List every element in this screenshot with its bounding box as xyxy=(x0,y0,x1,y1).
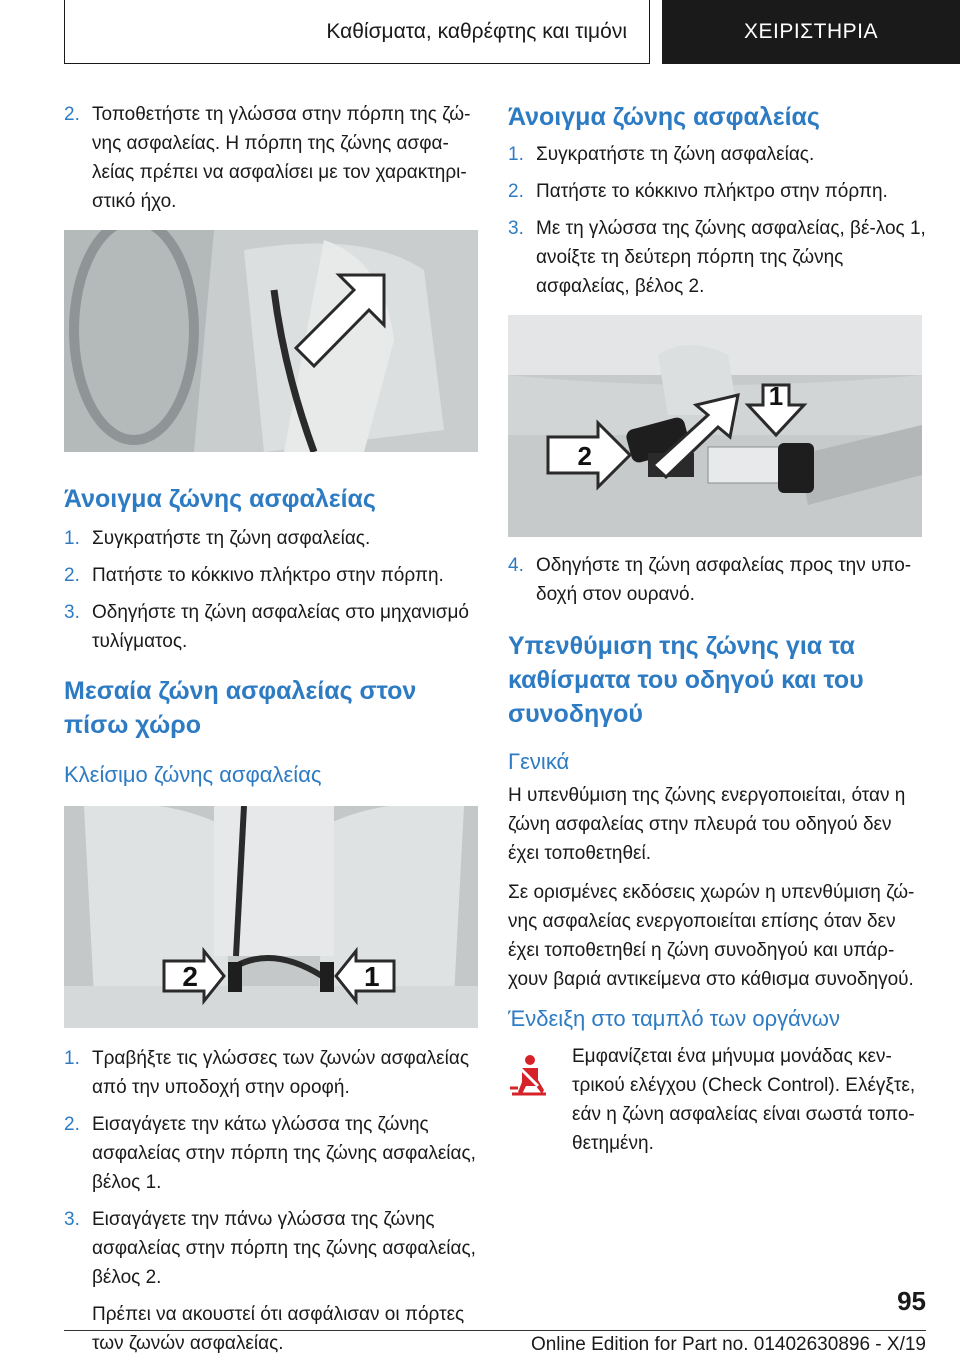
step-number: 3. xyxy=(508,218,524,239)
rear-seat-belt-photo xyxy=(64,806,478,1028)
step-number: 2. xyxy=(64,565,80,586)
step-number: 1. xyxy=(508,144,524,165)
step-text: Πατήστε το κόκκινο πλήκτρο στην πόρπη. xyxy=(536,181,888,202)
footer-edition: Online Edition for Part no. 01402630896 - X/19 xyxy=(530,1334,926,1355)
footer-divider xyxy=(64,1330,926,1331)
open-belt-heading-rear: Άνοιγμα ζώνης ασφαλείας xyxy=(508,103,820,131)
step-text: Τραβήξτε τις γλώσσες των ζωνών ασφαλείας από την υποδοχή στην οροφή. xyxy=(92,1048,469,1098)
right-column xyxy=(508,100,926,1168)
seatbelt-warning-icon xyxy=(508,1042,572,1168)
closing-step xyxy=(64,1205,478,1292)
open-step xyxy=(508,177,926,206)
indicator-heading: Ένδειξη στο ταμπλό των οργάνων xyxy=(508,1006,840,1031)
step-text: Τοποθετήστε τη γλώσσα στην πόρπη της ζώ-νης ασφαλείας. Η πόρπη της ζώνης ασφα-λείας πρέπει να ασφαλίσει με τον χαρακτηρι-στικό ήχο. xyxy=(92,104,471,212)
step-number: 2. xyxy=(64,104,80,125)
general-paragraph-1: Η υπενθύμιση της ζώνης ενεργοποιείται, όταν η ζώνη ασφαλείας στην πλευρά του οδηγού δεν έχει τοποθετηθεί. xyxy=(508,785,906,864)
step-text: Με τη γλώσσα της ζώνης ασφαλείας, βέ-λος 1, ανοίξτε τη δεύτερη πόρπη της ζώνης ασφαλείας, βέλος 2. xyxy=(536,218,926,297)
chapter-tab xyxy=(64,0,650,64)
section-tab xyxy=(662,0,960,64)
buckle-front-seat-photo xyxy=(64,230,478,452)
step-number: 1. xyxy=(64,528,80,549)
arrow-label-1: 1 xyxy=(768,381,784,411)
indicator-block xyxy=(508,1042,926,1168)
step-text: Εισαγάγετε την κάτω γλώσσα της ζώνης ασφαλείας στην πόρπη της ζώνης ασφαλείας, βέλος 1. xyxy=(92,1114,476,1193)
step-text: Εισαγάγετε την πάνω γλώσσα της ζώνης ασφαλείας στην πόρπη της ζώνης ασφαλείας, βέλος 2. xyxy=(92,1209,476,1288)
left-column xyxy=(64,100,478,1366)
belt-reminder-heading: Υπενθύμιση της ζώνης για τα καθίσματα του οδηγού και του συνοδηγού xyxy=(508,632,864,728)
open-step xyxy=(64,598,478,656)
section-title: ΧΕΙΡΙΣΤΗΡΙΑ xyxy=(743,20,878,43)
general-heading: Γενικά xyxy=(508,749,570,774)
step-number: 3. xyxy=(64,602,80,623)
step-text: Οδηγήστε τη ζώνη ασφαλείας προς την υπο-δοχή στον ουρανό. xyxy=(536,555,912,605)
indicator-text: Εμφανίζεται ένα μήνυμα μονάδας κεν-τρικού ελέγχου (Check Control). Ελέγξτε, εάν η ζώνη ασφαλείας είναι σωστά τοπο-θετημένη. xyxy=(572,1046,916,1154)
closing-note: Πρέπει να ακουστεί ότι ασφάλισαν οι πόρτες των ζωνών ασφαλείας. xyxy=(92,1304,465,1354)
intro-step xyxy=(64,100,478,216)
page-number: 95 xyxy=(897,1286,926,1316)
general-paragraph-2: Σε ορισμένες εκδόσεις χωρών η υπενθύμιση ζώ-νης ασφαλείας ενεργοποιείται επίσης όταν δεν έχει τοποθετηθεί η ζώνη συνοδηγού και υπάρ-χουν βαριά αντικείμενα στο κάθισμα συνοδηγού. xyxy=(508,882,915,990)
header xyxy=(64,0,960,66)
closing-step xyxy=(64,1110,478,1197)
arrow-label-2: 2 xyxy=(182,961,198,992)
closing-step xyxy=(64,1044,478,1102)
step-number: 4. xyxy=(508,555,524,576)
open-step xyxy=(64,524,478,553)
step-text: Συγκρατήστε τη ζώνη ασφαλείας. xyxy=(92,528,371,549)
open-step xyxy=(64,561,478,590)
open-belt-heading: Άνοιγμα ζώνης ασφαλείας xyxy=(64,485,376,513)
open-step xyxy=(508,140,926,169)
chapter-title: Καθίσματα, καθρέφτης και τιμόνι xyxy=(326,19,627,43)
step-number: 1. xyxy=(64,1048,80,1069)
middle-belt-heading: Μεσαία ζώνη ασφαλείας στον πίσω χώρο xyxy=(64,677,417,739)
step-text: Πατήστε το κόκκινο πλήκτρο στην πόρπη. xyxy=(92,565,444,586)
open-step xyxy=(508,214,926,301)
arrow-label-1: 1 xyxy=(364,961,380,992)
middle-buckle-photo xyxy=(508,315,922,537)
open-step-4 xyxy=(508,551,926,609)
closing-belt-heading: Κλείσιμο ζώνης ασφαλείας xyxy=(64,762,322,787)
step-text: Οδηγήστε τη ζώνη ασφαλείας στο μηχανισμό τυλίγματος. xyxy=(92,602,469,652)
step-number: 3. xyxy=(64,1209,80,1230)
step-number: 2. xyxy=(508,181,524,202)
arrow-label-2: 2 xyxy=(577,441,592,471)
closing-steps xyxy=(64,1044,478,1358)
step-text: Συγκρατήστε τη ζώνη ασφαλείας. xyxy=(536,144,815,165)
step-number: 2. xyxy=(64,1114,80,1135)
